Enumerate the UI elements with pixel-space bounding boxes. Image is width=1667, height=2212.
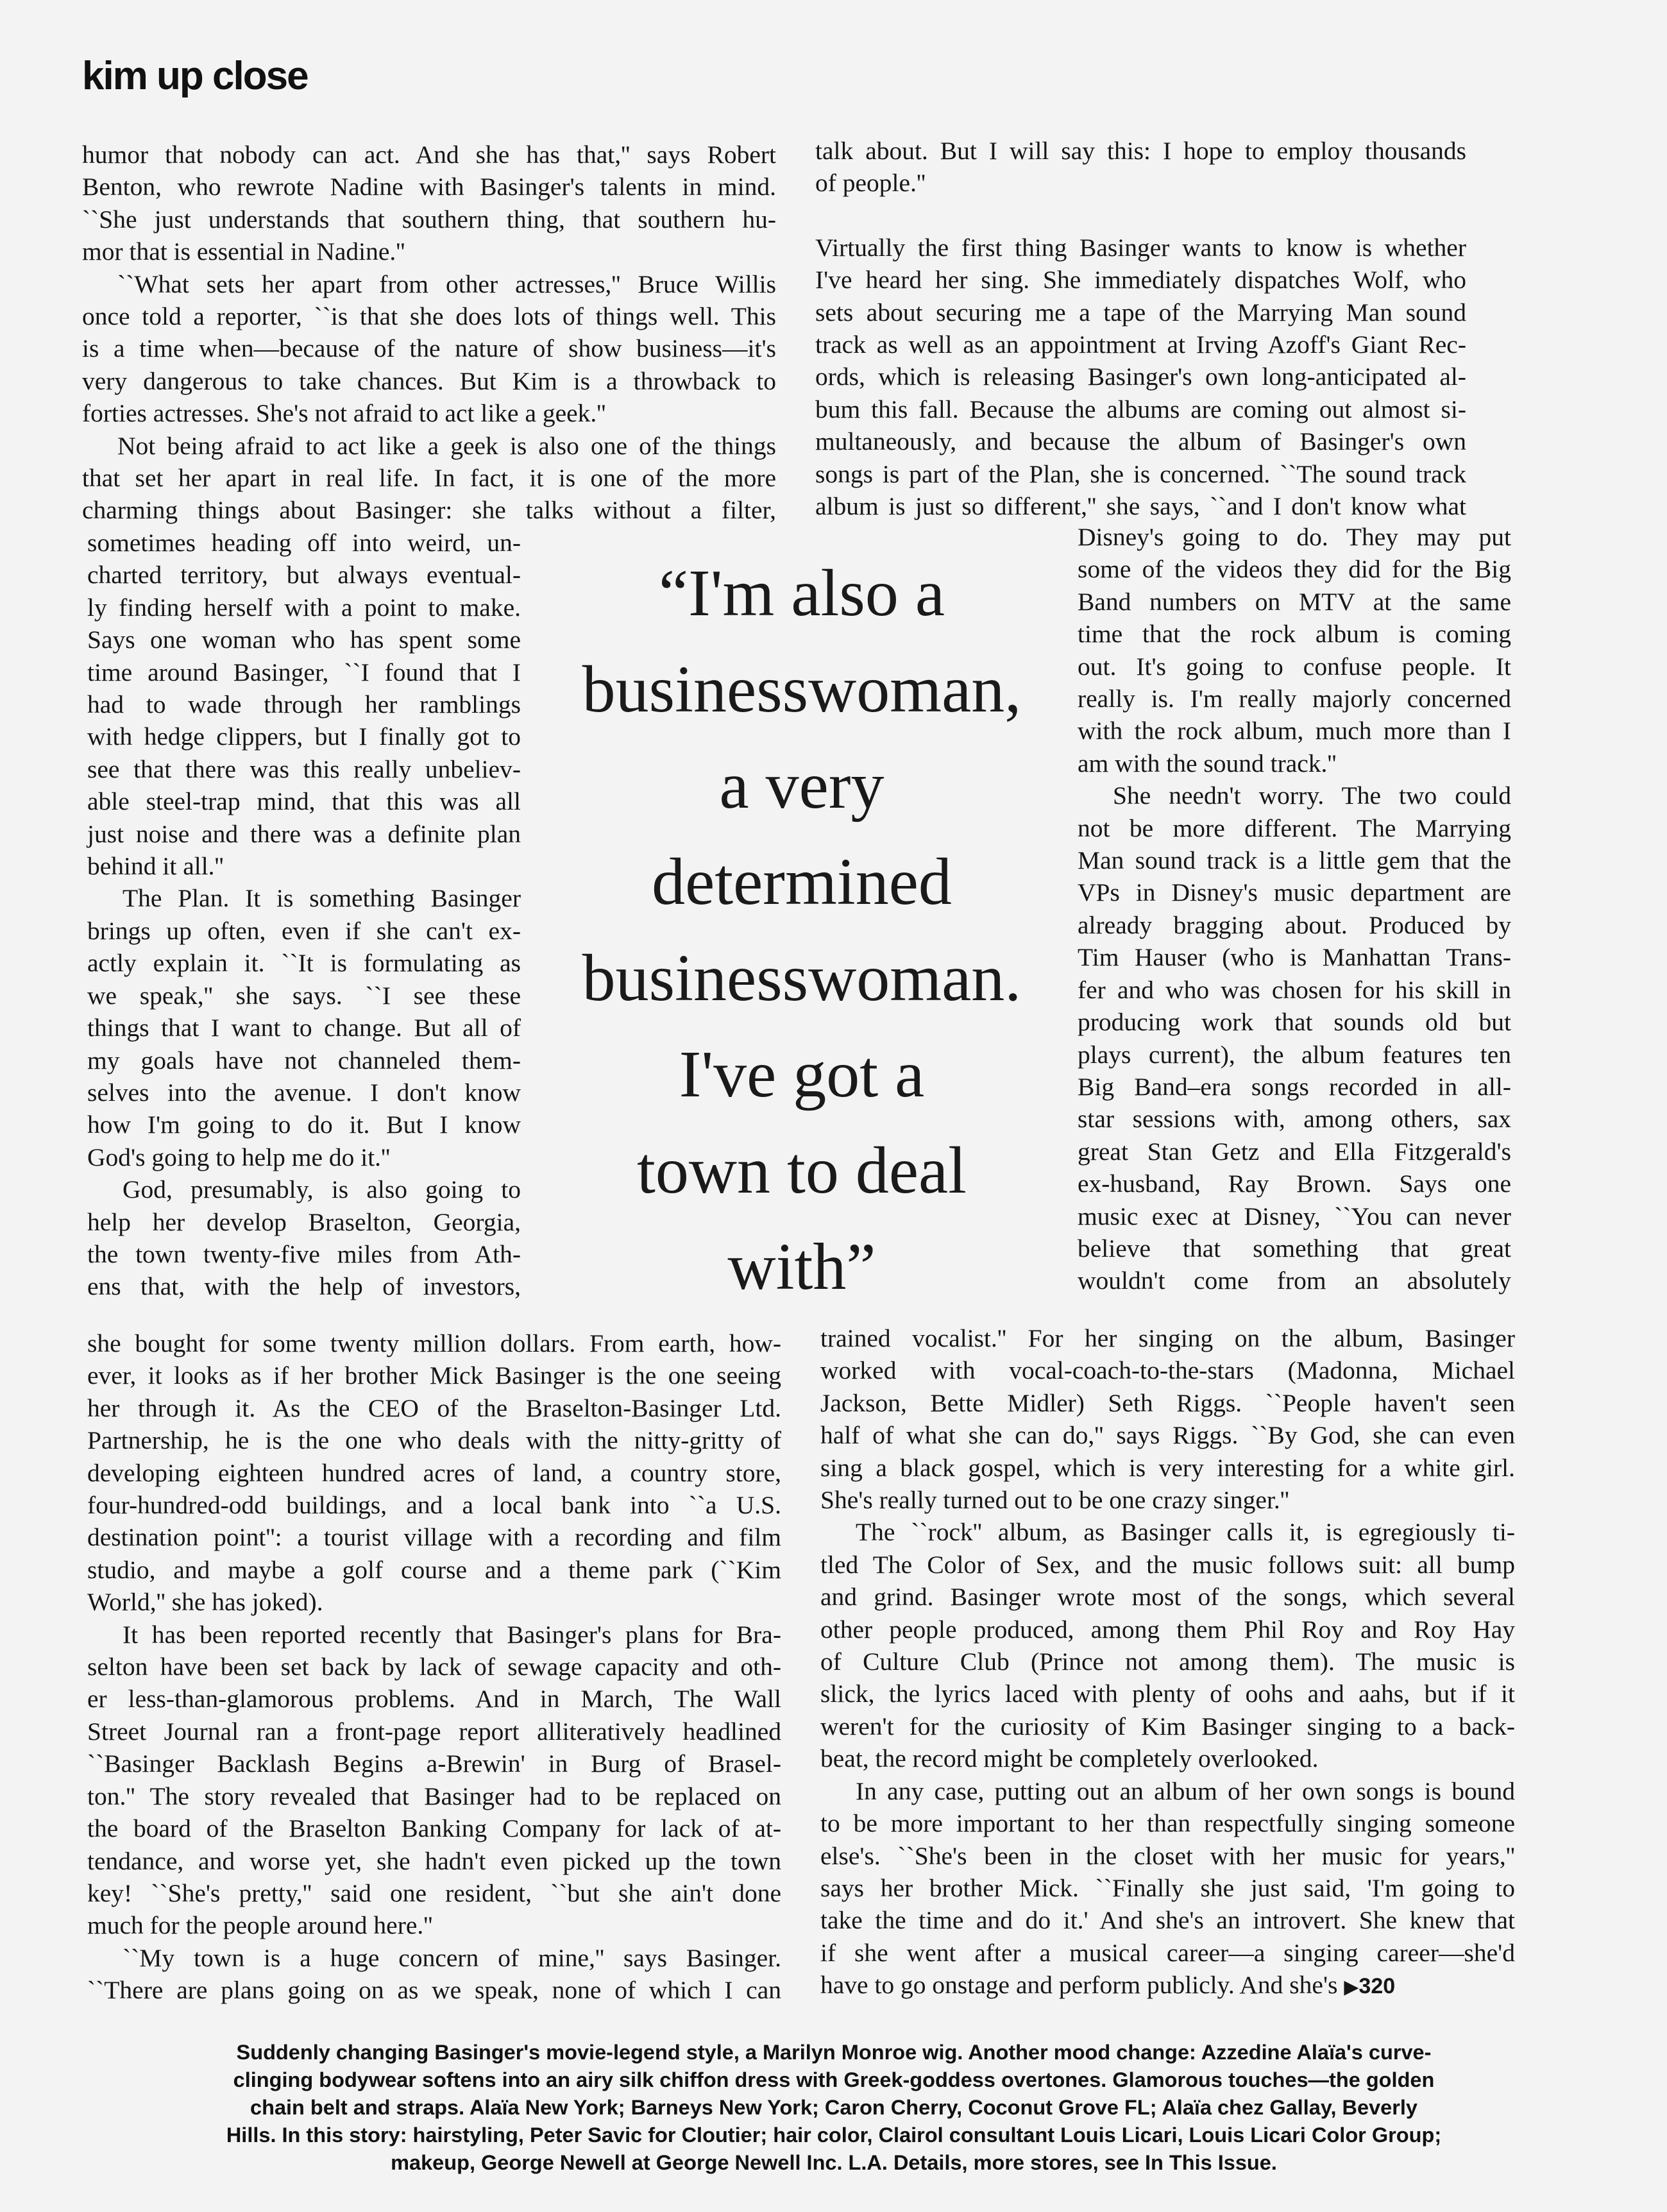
text-line: things that I want to change. But all of [87,1014,521,1042]
text-line: of Culture Club (Prince not among them). The music is [820,1647,1515,1676]
left-column-bottom [87,1327,781,2007]
text-line: behind it all.'' [87,852,224,881]
text-line: see that there was this really unbeliev- [87,754,521,783]
text-line: if she went after a musical career—a singing career—she'd [820,1938,1515,1967]
text-line: time that the rock album is coming [1078,620,1511,649]
text-line: ly finding herself with a point to make. [87,593,521,622]
left-column-top [82,139,776,527]
text-line: Virtually the first thing Basinger wants to know is whether [815,233,1466,262]
text-line: In any case, putting out an album of her own songs is bound [856,1776,1515,1805]
text-line: already bragging about. Produced by [1078,910,1511,939]
text-line: with the rock album, much more than I [1078,717,1511,745]
text-line: charming things about Basinger: she talks without a filter, [82,496,776,525]
text-line: bum this fall. Because the albums are coming out almost si- [815,395,1466,423]
right-column-narrow [1078,521,1511,1297]
caption-line: Suddenly changing Basinger's movie-legend style, a Marilyn Monroe wig. Another mood change: Azzedine Alaïa's curve- [236,2041,1432,2064]
text-line: God's going to help me do it.'' [87,1143,391,1171]
text-line: VPs in Disney's music department are [1078,878,1511,907]
text-line: time around Basinger, ``I found that I [87,658,521,686]
text-line: talk about. But I will say this: I hope to employ thousands [815,137,1466,165]
text-line: wouldn't come from an absolutely [1078,1266,1511,1295]
text-line: with hedge clippers, but I finally got to [87,722,521,751]
text-line: worked with vocal-coach-to-the-stars (Madonna, Michael [820,1356,1515,1385]
text-line: World,'' she has joked). [87,1588,323,1617]
pull-quote-line: town to deal [636,1134,967,1207]
text-line: I've heard her sing. She immediately dispatches Wolf, who [815,266,1466,294]
text-line: ``Basinger Backlash Begins a-Brewin' in Burg of Brasel- [87,1749,781,1778]
text-line: sing a black gospel, which is very interesting for a white girl. [820,1453,1515,1482]
text-line: The ``rock'' album, as Basinger calls it, is egregiously ti- [856,1518,1515,1547]
text-line: star sessions with, among others, sax [1078,1105,1511,1134]
text-line: we speak,'' she says. ``I see these [87,981,521,1010]
text-line: Benton, who rewrote Nadine with Basinger's talents in mind. [82,173,776,201]
left-column-narrow [87,527,521,1303]
text-line: developing eighteen hundred acres of land, a country store, [87,1458,781,1487]
text-line: studio, and maybe a golf course and a theme park (``Kim [87,1555,781,1584]
text-line: am with the sound track.'' [1078,749,1337,778]
text-line: beat, the record might be completely overlooked. [820,1744,1319,1773]
text-line: and grind. Basinger wrote most of the songs, which several [820,1583,1515,1612]
text-line: trained vocalist.'' For her singing on the album, Basinger [820,1324,1515,1352]
caption-line: chain belt and straps. Alaïa New York; Barneys New York; Caron Cherry, Coconut Grove FL; Alaïa chez Gallay, Beverly [250,2096,1417,2119]
text-line: destination point'': a tourist village with a recording and film [87,1523,781,1552]
pull-quote-line: determined [652,845,952,919]
text-line: ens that, with the help of investors, [87,1272,521,1301]
text-line: Big Band–era songs recorded in all- [1078,1072,1511,1101]
text-line: key! ``She's pretty,'' said one resident, ``but she ain't done [87,1878,781,1907]
text-line: slick, the lyrics laced with plenty of oohs and aahs, but if it [820,1680,1515,1708]
caption-line: clinging bodywear softens into an airy silk chiffon dress with Greek-goddess overtones. Glamorous touches—the golden [233,2068,1435,2091]
text-line: Tim Hauser (who is Manhattan Trans- [1078,943,1511,972]
pull-quote-line: businesswoman, [582,652,1022,726]
text-line: not be more different. The Marrying [1078,813,1511,842]
pull-quote-line: “I'm also a [658,556,945,630]
text-line: ``My town is a huge concern of mine,'' says Basinger. [123,1943,781,1972]
text-line: believe that something that great [1078,1234,1511,1263]
pull-quote-line: with” [727,1230,876,1304]
right-column-top [815,135,1466,522]
text-line: Not being afraid to act like a geek is also one of the things [117,431,776,460]
text-line: Disney's going to do. They may put [1078,523,1511,551]
text-line: er less-than-glamorous problems. And in March, The Wall [87,1685,781,1714]
text-line: God, presumably, is also going to [123,1175,521,1204]
paragraph-gap [815,200,1466,232]
text-line: to be more important to her than respectfully singing someone [820,1809,1515,1838]
text-line: selton have been set back by lack of sewage capacity and oth- [87,1653,781,1681]
right-column-bottom [820,1322,1515,2004]
text-line: It has been reported recently that Basinger's plans for Bra- [123,1620,781,1649]
text-line: had to wade through her ramblings [87,690,521,719]
text-line: fer and who was chosen for his skill in [1078,975,1511,1004]
text-line: ``She just understands that southern thing, that southern hu- [82,205,776,234]
continued-arrow-icon: ▶ [1344,1976,1359,1999]
text-line: Jackson, Bette Midler) Seth Riggs. ``People haven't seen [820,1388,1515,1417]
text-line: out. It's going to confuse people. It [1078,652,1511,681]
caption-line: Hills. In this story: hairstyling, Peter Savic for Cloutier; hair color, Clairol consultant Louis Licari, Louis Licari Color Group; [226,2123,1442,2147]
text-line: very dangerous to take chances. But Kim is a throwback to [82,366,776,395]
text-line: tled The Color of Sex, and the music follows suit: all bump [820,1550,1515,1579]
text-line: weren't for the curiosity of Kim Basinger singing to a back- [820,1712,1515,1740]
text-line: some of the videos they did for the Big [1078,555,1511,584]
text-line: much for the people around here.'' [87,1911,433,1940]
text-line: her through it. As the CEO of the Braselton-Basinger Ltd. [87,1393,781,1422]
text-line: she bought for some twenty million dollars. From earth, how- [87,1329,781,1357]
text-line: She's really turned out to be one crazy singer.'' [820,1486,1290,1515]
pull-quote-line: a very [719,749,884,822]
pull-quote [542,545,1062,1315]
section-header: kim up close [82,54,308,98]
text-line: The Plan. It is something Basinger [123,884,521,913]
text-line: Partnership, he is the one who deals with the nitty-gritty of [87,1426,781,1455]
text-line: multaneously, and because the album of Basinger's own [815,427,1466,456]
text-line [820,1969,1515,2004]
text-line: ever, it looks as if her brother Mick Basinger is the one seeing [87,1361,781,1390]
text-line: my goals have not channeled them- [87,1046,521,1075]
text-line: says her brother Mick. ``Finally she just said, 'I'm going to [820,1873,1515,1902]
text-line: She needn't worry. The two could [1113,781,1511,810]
text-line: help her develop Braselton, Georgia, [87,1207,521,1236]
text-line: take the time and do it.' And she's an introvert. She knew that [820,1906,1515,1935]
text-line: half of what she can do,'' says Riggs. ``By God, she can even [820,1421,1515,1450]
text-line: able steel-trap mind, that this was all [87,787,521,816]
text-line: how I'm going to do it. But I know [87,1110,521,1139]
continued-page-number[interactable]: 320 [1358,1974,1396,1999]
text-line: great Stan Getz and Ella Fitzgerald's [1078,1137,1511,1166]
pull-quote-line: I've got a [679,1037,925,1111]
caption-line: makeup, George Newell at George Newell Inc. L.A. Details, more stores, see In This Issue. [391,2151,1277,2174]
text-line: really is. I'm really majorly concerned [1078,685,1511,713]
text-line: that set her apart in real life. In fact, it is one of the more [82,464,776,493]
text-line: actly explain it. ``It is formulating as [87,949,521,978]
text-line: the town twenty-five miles from Ath- [87,1239,521,1268]
text-line: once told a reporter, ``is that she does lots of things well. This [82,302,776,331]
pull-quote-line: businesswoman. [582,941,1022,1015]
text-line: just noise and there was a definite plan [87,819,521,848]
text-line: selves into the avenue. I don't know [87,1078,521,1107]
text-line: of people.'' [815,169,926,198]
text-line: four-hundred-odd buildings, and a local bank into ``a U.S. [87,1491,781,1520]
text-line: else's. ``She's been in the closet with her music for years,'' [820,1841,1515,1870]
text-line: sometimes heading off into weird, un- [87,529,521,557]
text-line: music exec at Disney, ``You can never [1078,1202,1511,1230]
text-line: tendance, and worse yet, she hadn't even picked up the town [87,1846,781,1875]
text-line: the board of the Braselton Banking Company for lack of at- [87,1814,781,1843]
text-line: charted territory, but always eventual- [87,561,521,590]
text-line: plays current), the album features ten [1078,1040,1511,1069]
text-line: ton.'' The story revealed that Basinger had to be replaced on [87,1782,781,1810]
text-line: humor that nobody can act. And she has that,'' says Robert [82,140,776,169]
text-line: ords, which is releasing Basinger's own long-anticipated al- [815,362,1466,391]
text-line: Street Journal ran a front-page report alliteratively headlined [87,1717,781,1746]
text-line: track as well as an appointment at Irving Azoff's Giant Rec- [815,330,1466,359]
text-line: ex-husband, Ray Brown. Says one [1078,1170,1511,1198]
text-line: Band numbers on MTV at the same [1078,587,1511,616]
text-line: ``There are plans going on as we speak, none of which I can [87,1976,781,2005]
text-line: brings up often, even if she can't ex- [87,916,521,945]
text-line: mor that is essential in Nadine.'' [82,237,405,266]
photo-caption [96,2039,1571,2177]
text-line: sets about securing me a tape of the Marrying Man sound [815,298,1466,327]
text-line: songs is part of the Plan, she is concerned. ``The sound track [815,459,1466,488]
text-line: album is just so different,'' she says, ``and I don't know what [815,492,1466,521]
text-line: ``What sets her apart from other actresses,'' Bruce Willis [117,269,776,298]
text-line: producing work that sounds old but [1078,1008,1511,1037]
text-line: is a time when—because of the nature of show business—it's [82,334,776,363]
text-line: Man sound track is a little gem that the [1078,846,1511,875]
text-line: other people produced, among them Phil Roy and Roy Hay [820,1615,1515,1644]
text-line: forties actresses. She's not afraid to act like a geek.'' [82,399,606,428]
text-line-content: have to go onstage and perform publicly. And she's [820,1971,1338,2000]
text-line: Says one woman who has spent some [87,625,521,654]
